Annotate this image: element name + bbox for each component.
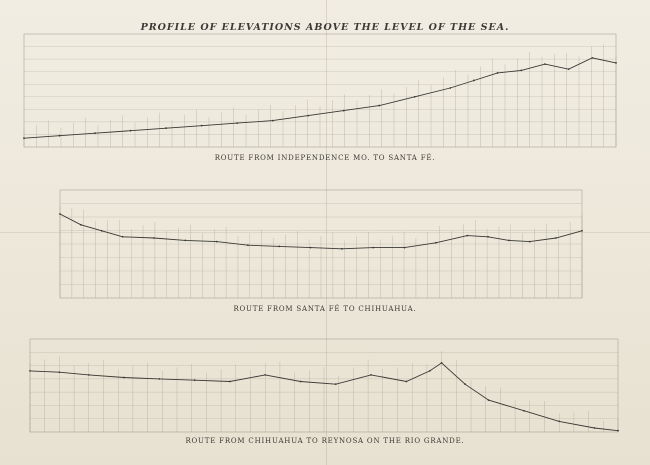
profile-3-point (441, 362, 443, 364)
profile-1-point (59, 135, 61, 137)
profile-1-point (473, 80, 475, 82)
profile-2-point (216, 241, 218, 243)
profile-2-point (435, 242, 437, 244)
profile-1-point (591, 57, 593, 59)
profile-1-point (343, 110, 345, 112)
profile-2-point (508, 240, 510, 242)
profile-3-point (264, 374, 266, 376)
profile-1-point (94, 132, 96, 134)
profile-2-point (153, 237, 155, 239)
profile-2-point (101, 230, 103, 232)
profile-2-point (529, 241, 531, 243)
profile-1-point (130, 130, 132, 132)
profile-2-point (372, 247, 374, 249)
profile-3-point (405, 381, 407, 383)
profile-3-point (194, 379, 196, 381)
profile-3-point (594, 427, 596, 429)
profile-3-point (558, 420, 560, 422)
profile-2-point (404, 247, 406, 249)
profile-2-point (80, 224, 82, 226)
profile-3-point (158, 378, 160, 380)
route-title-3: ROUTE FROM CHIHUAHUA TO REYNOSA ON THE RIO GRANDE. (185, 437, 465, 445)
profile-1-point (201, 125, 203, 127)
profile-2-point (184, 240, 186, 242)
profile-1-point (165, 127, 167, 129)
profile-2-point (59, 213, 61, 215)
profile-1-point (272, 120, 274, 122)
sheet-title: PROFILE OF ELEVATIONS ABOVE THE LEVEL OF THE SEA. (140, 22, 510, 33)
profile-1-point (544, 63, 546, 65)
profile-2-point (555, 237, 557, 239)
profile-3-point (300, 381, 302, 383)
profile-3-point (523, 410, 525, 412)
profile-3-point (88, 374, 90, 376)
profile-3-point (464, 383, 466, 385)
profile-1-point (307, 115, 309, 117)
profile-1-point (520, 70, 522, 72)
profile-2-point (247, 244, 249, 246)
route-title-2: ROUTE FROM SANTA FÉ TO CHIHUAHUA. (233, 305, 417, 313)
profile-3-point (429, 370, 431, 372)
profile-2-point (278, 246, 280, 248)
profile-3-point (488, 399, 490, 401)
profile-1-point (568, 68, 570, 70)
profile-2-point (581, 230, 583, 232)
profile-2-point (122, 236, 124, 238)
profile-1-point (236, 122, 238, 124)
profile-3-point (335, 383, 337, 385)
profile-2-point (466, 235, 468, 237)
profile-2-point (310, 247, 312, 249)
profile-3-point (59, 371, 61, 373)
profile-1-point (449, 87, 451, 89)
profile-3-point (229, 381, 231, 383)
profile-2-point (487, 236, 489, 238)
profile-1-point (414, 96, 416, 98)
route-title-1: ROUTE FROM INDEPENDENCE MO. TO SANTA FÉ. (214, 154, 436, 162)
profile-3-point (617, 430, 619, 432)
profile-3-point (29, 370, 31, 372)
profile-3-point (370, 374, 372, 376)
profile-1-point (378, 105, 380, 107)
profile-1-point (615, 62, 617, 64)
profile-2-point (341, 248, 343, 250)
profile-1-point (23, 137, 25, 139)
profile-1-point (497, 72, 499, 74)
profile-3-point (123, 377, 125, 379)
